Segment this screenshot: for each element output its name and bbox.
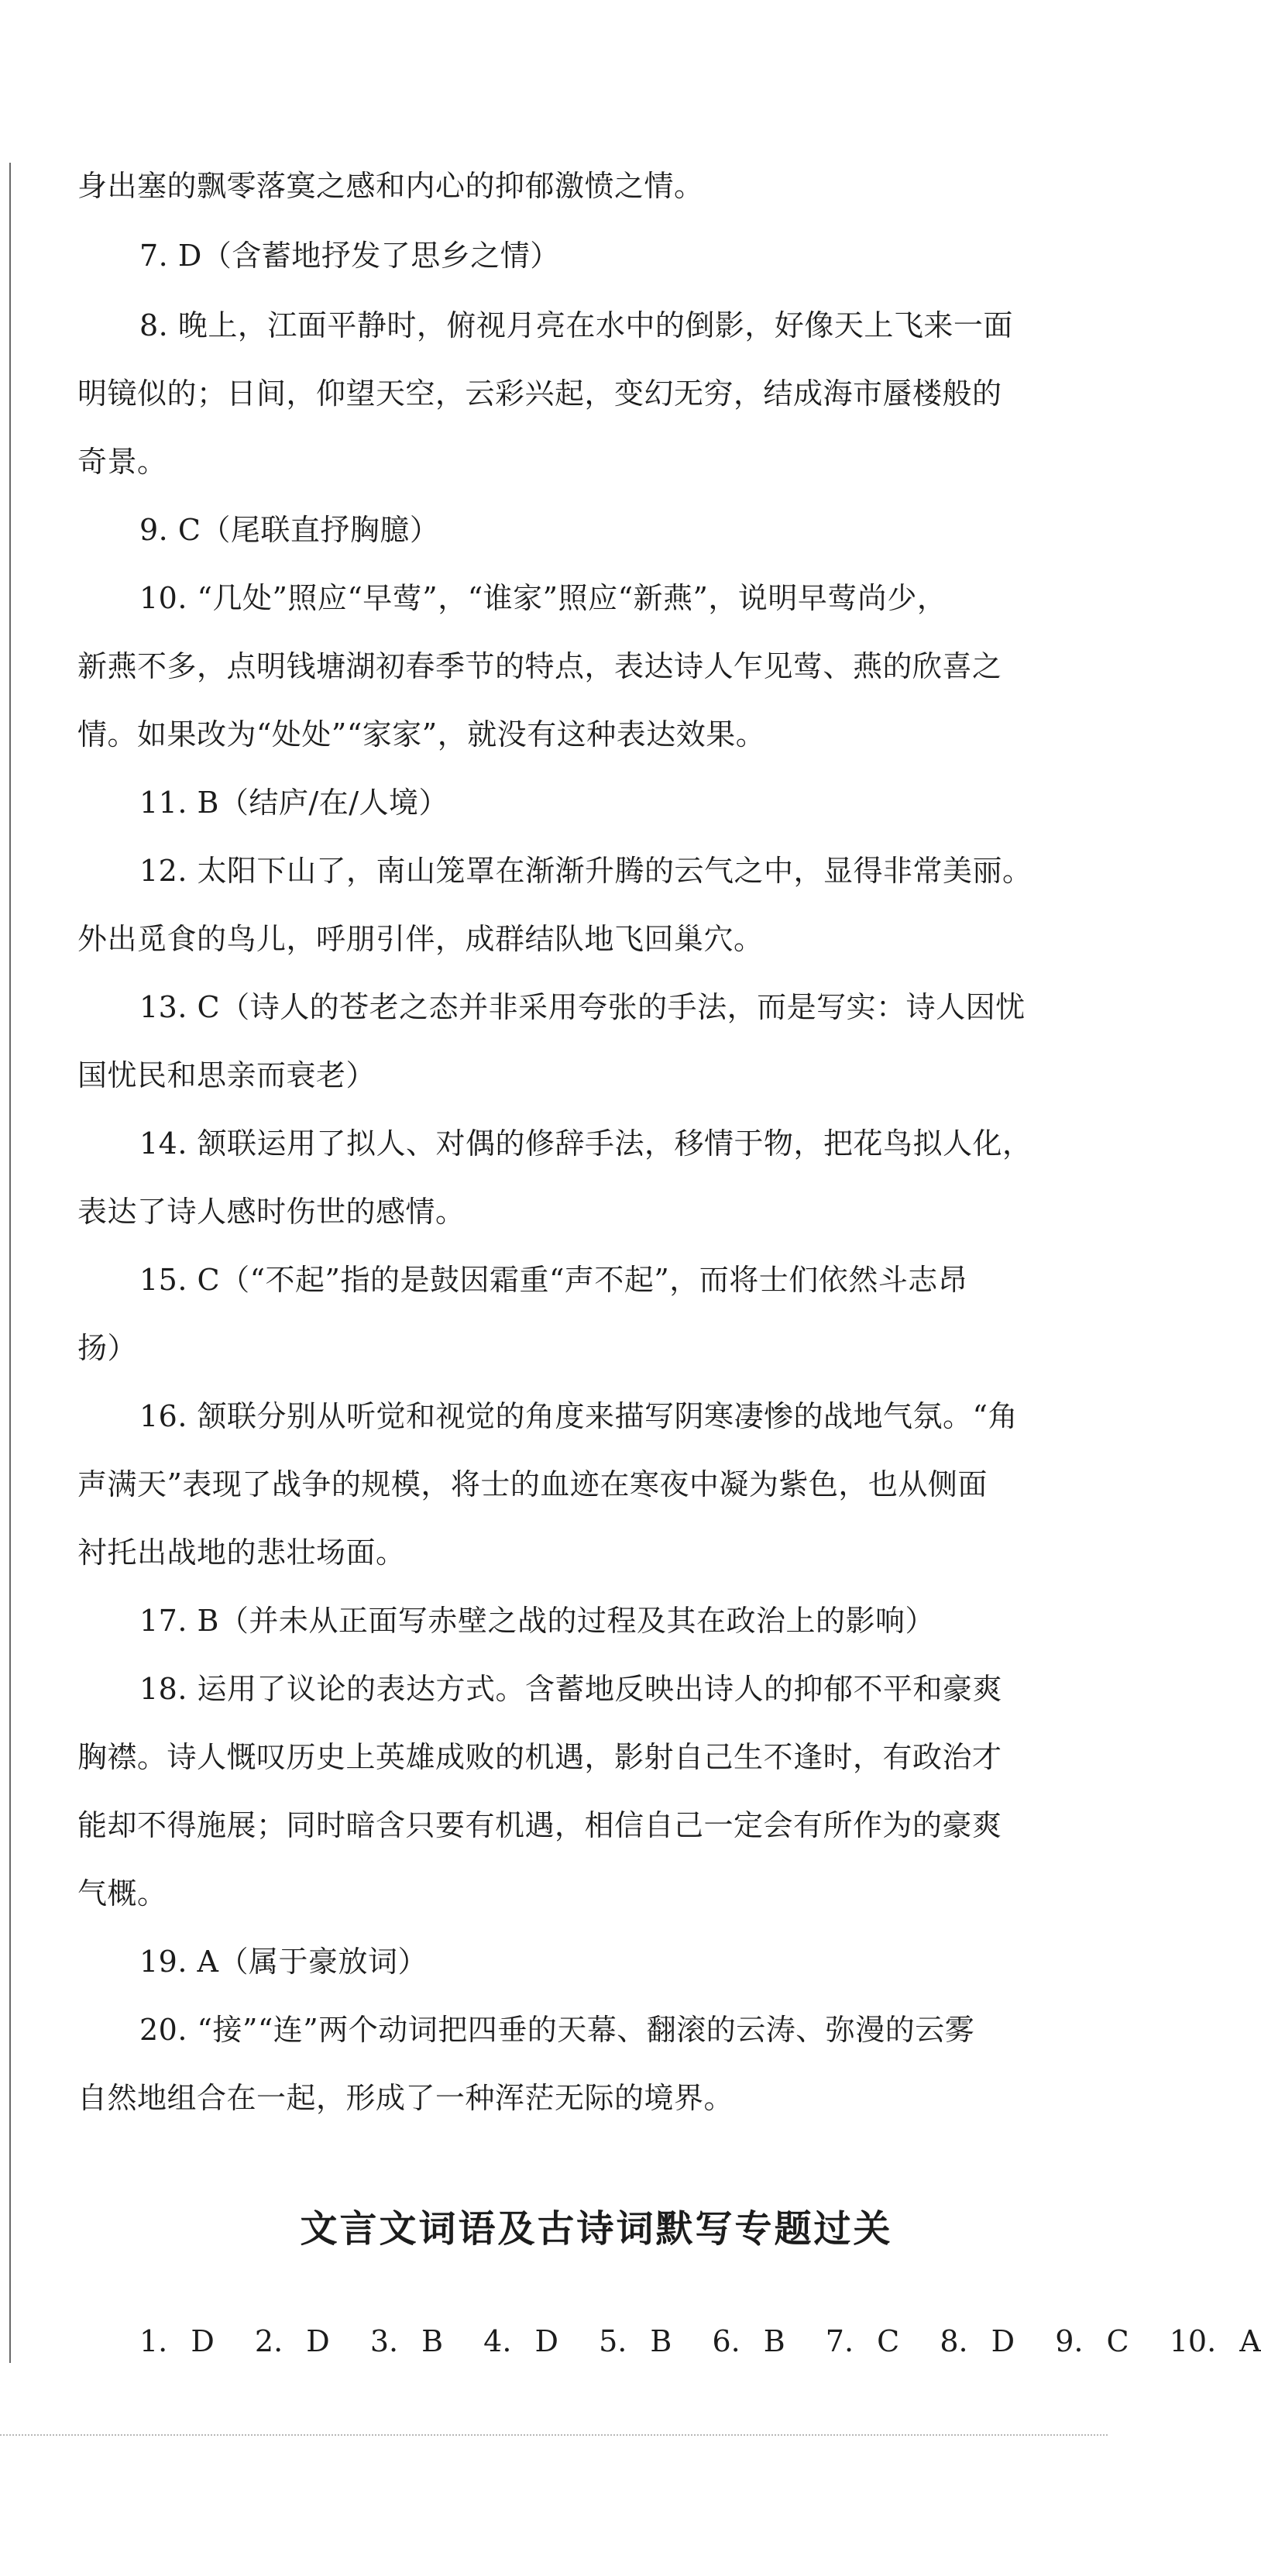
text-line: 新燕不多，点明钱塘湖初春季节的特点，表达诗人乍见莺、燕的欣喜之: [77, 649, 1002, 683]
dotted-separator: [0, 2434, 1108, 2436]
answer-item: 7. C: [825, 2324, 900, 2358]
text-line: 11. B（结庐/在/人境）: [139, 786, 449, 820]
text-line: 16. 颔联分别从听觉和视觉的角度来描写阴寒凄惨的战地气氛。“角: [139, 1399, 1018, 1433]
text-line: 明镜似的；日间，仰望天空，云彩兴起，变幻无穷，结成海市蜃楼般的: [77, 377, 1002, 411]
text-line: 10. “几处”照应“早莺”，“谁家”照应“新燕”，说明早莺尚少，: [139, 581, 947, 615]
text-line: 8. 晚上，江面平静时，俯视月亮在水中的倒影，好像天上飞来一面: [139, 308, 1013, 342]
text-line: 19. A（属于豪放词）: [139, 1945, 428, 1979]
text-line: 扬）: [77, 1331, 138, 1365]
text-line: 14. 颔联运用了拟人、对偶的修辞手法，移情于物，把花鸟拟人化，: [139, 1126, 1033, 1161]
text-line: 自然地组合在一起，形成了一种浑茫无际的境界。: [77, 2081, 734, 2115]
text-line: 17. B（并未从正面写赤壁之战的过程及其在政治上的影响）: [139, 1604, 935, 1638]
text-line: 情。如果改为“处处”“家家”，就没有这种表达效果。: [77, 717, 766, 751]
text-line: 声满天”表现了战争的规模，将士的血迹在寒夜中凝为紫色，也从侧面: [77, 1467, 988, 1501]
text-line: 胸襟。诗人慨叹历史上英雄成败的机遇，影射自己生不逢时，有政治才: [77, 1740, 1002, 1774]
text-line: 身出塞的飘零落寞之感和内心的抑郁激愤之情。: [77, 169, 704, 203]
text-line: 衬托出战地的悲壮场面。: [77, 1536, 406, 1570]
text-line: 外出觅食的鸟儿，呼朋引伴，成群结队地飞回巢穴。: [77, 922, 764, 956]
text-line: 7. D（含蓄地抒发了思乡之情）: [139, 239, 560, 273]
text-line: 18. 运用了议论的表达方式。含蓄地反映出诗人的抑郁不平和豪爽: [139, 1672, 1003, 1706]
text-line: 表达了诗人感时伤世的感情。: [77, 1195, 466, 1229]
answer-item: 2. D: [254, 2324, 330, 2358]
answer-key-row: [139, 2324, 1261, 2358]
answer-item: 4. D: [483, 2324, 558, 2358]
text-line: 奇景。: [77, 445, 167, 479]
text-line: 气概。: [77, 1876, 167, 1911]
text-line: 20. “接”“连”两个动词把四垂的天幕、翻滚的云涛、弥漫的云雾: [139, 2013, 975, 2047]
section-title: 文言文词语及古诗词默写专题过关: [300, 2207, 893, 2251]
text-line: 15. C（“不起”指的是鼓因霜重“声不起”，而将士们依然斗志昂: [139, 1263, 968, 1297]
answer-item: 8. D: [940, 2324, 1015, 2358]
left-margin-rule: [9, 163, 11, 2363]
text-line: 12. 太阳下山了，南山笼罩在渐渐升腾的云气之中，显得非常美丽。: [139, 854, 1033, 888]
text-line: 能却不得施展；同时暗含只要有机遇，相信自己一定会有所作为的豪爽: [77, 1808, 1002, 1842]
answer-item: 10. A: [1169, 2324, 1261, 2358]
text-line: 13. C（诗人的苍老之态并非采用夸张的手法，而是写实：诗人因忧: [139, 990, 1026, 1024]
answer-item: 9. C: [1055, 2324, 1129, 2358]
answer-item: 6. B: [712, 2324, 785, 2358]
text-line: 国忧民和思亲而衰老）: [77, 1058, 376, 1092]
answer-item: 5. B: [599, 2324, 672, 2358]
answer-item: 1. D: [139, 2324, 215, 2358]
answer-item: 3. B: [369, 2324, 444, 2358]
text-line: 9. C（尾联直抒胸臆）: [139, 513, 440, 547]
